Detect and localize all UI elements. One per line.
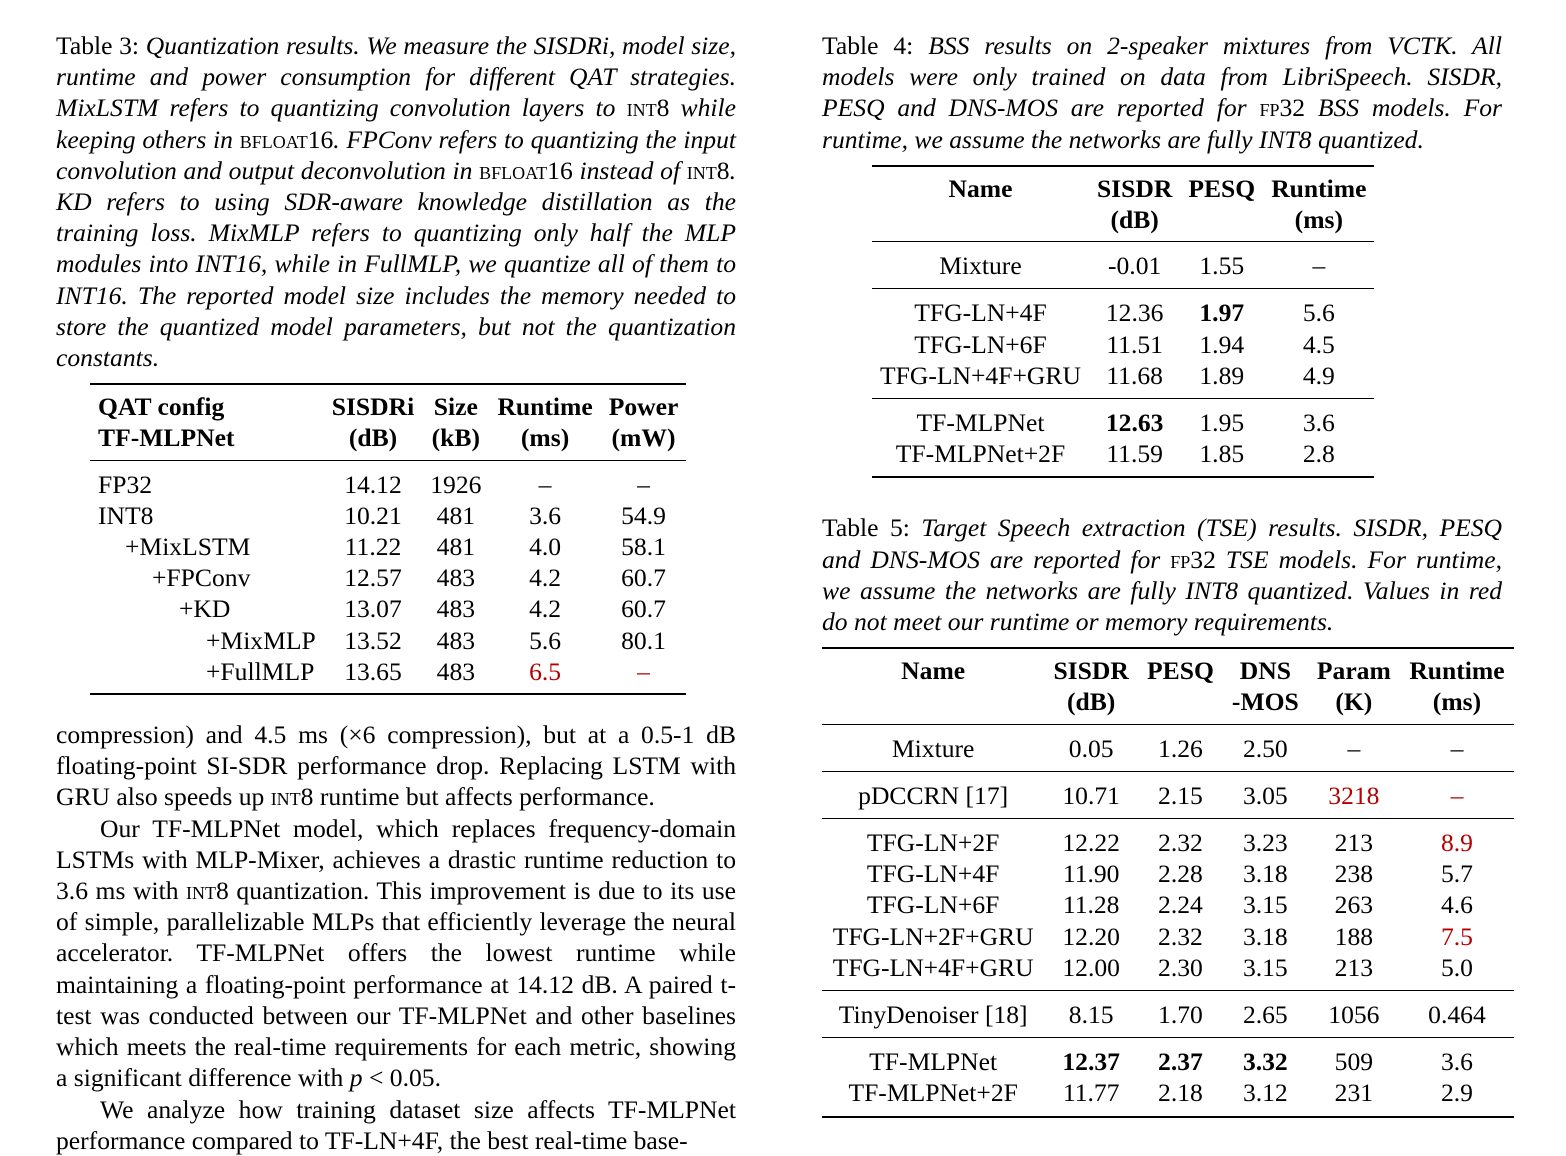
table-cell: 5.6 — [529, 625, 562, 655]
small-caps-term: fp32 — [1259, 93, 1306, 123]
table3-quantization-results — [90, 383, 686, 695]
table-cell: 12.00 — [1062, 952, 1120, 982]
table-cell: 213 — [1334, 828, 1374, 858]
body-paragraph — [56, 1094, 736, 1156]
column-header: (K) — [1335, 687, 1373, 717]
table-cell: 1.97 — [1199, 298, 1245, 328]
table-cell: 2.37 — [1158, 1047, 1203, 1077]
table4-caption-text — [822, 31, 1502, 154]
small-caps-term: fp32 — [1170, 544, 1216, 574]
table-cell: 60.7 — [621, 594, 666, 624]
column-header: (dB) — [1110, 205, 1159, 235]
table-cell: 3.18 — [1242, 921, 1288, 951]
table-row — [90, 562, 686, 593]
table-cell: 2.32 — [1158, 921, 1203, 951]
table3-label: Table 3: — [56, 31, 140, 60]
table-row — [90, 625, 686, 656]
table-row — [822, 858, 1514, 889]
table-cell: 3.32 — [1242, 1047, 1288, 1077]
small-caps-term: bfloat16 — [479, 155, 573, 185]
table-cell: 0.05 — [1068, 733, 1114, 763]
table-cell: 509 — [1334, 1047, 1374, 1077]
table-cell: 11.22 — [344, 532, 402, 562]
table-cell: 4.2 — [529, 563, 562, 593]
small-caps-term: int8 — [686, 155, 730, 185]
column-header — [822, 686, 1044, 724]
table-cell: TFG-LN+4F+GRU — [880, 360, 1081, 390]
left-column — [56, 30, 736, 1156]
table-cell: TinyDenoiser [18] — [838, 1000, 1028, 1030]
column-header: Runtime — [497, 392, 593, 422]
table-cell: 12.36 — [1105, 298, 1164, 328]
table-row — [872, 329, 1374, 360]
column-header: PESQ — [1188, 173, 1256, 203]
table-cell: 3.23 — [1242, 828, 1288, 858]
table-cell: 11.77 — [1062, 1078, 1120, 1108]
table-row — [822, 1038, 1514, 1078]
table-cell: 483 — [436, 625, 476, 655]
table-cell: 80.1 — [621, 625, 666, 655]
table-cell: 1.55 — [1199, 251, 1245, 281]
table-cell: TF-MLPNet+2F — [895, 439, 1066, 469]
table-cell: TFG-LN+6F — [866, 890, 1000, 920]
table3-caption-text — [56, 31, 736, 372]
table-cell: 11.68 — [1106, 360, 1163, 390]
table5-tse-results — [822, 647, 1514, 1117]
text-run: BSS results on 2-speaker mixtures from VCTK. All models were only trained on data from LibriSpeech. SISDR, PESQ and DNS-MOS are reported for — [822, 31, 1503, 123]
table4-body — [872, 242, 1374, 478]
table-cell: 4.9 — [1302, 360, 1335, 390]
table-cell: -0.01 — [1107, 251, 1162, 281]
column-header: Runtime — [1271, 173, 1367, 203]
text-run: quantization. This improvement is due to its use of simple, parallelizable MLPs that efficiently leverage the neural accelerator. TF-MLPNet offers the lowest runtime while maintaining a floating-point performance at 14.12 dB. A paired t-test was conducted between our TF-MLPNet and other baselines which meets the real-time requirements for each metric, showing a significant difference with — [56, 876, 736, 1093]
column-header: (ms) — [1432, 687, 1482, 717]
text-run: Target Speech extraction (TSE) results. SISDR, PESQ and DNS-MOS are reported for — [822, 513, 1502, 574]
table-cell: 263 — [1334, 890, 1374, 920]
text-run: . FPConv refers to quantizing the input convolution and output deconvolution in — [56, 124, 737, 185]
text-run: while keeping others in — [56, 93, 736, 154]
small-caps-term: int8 — [186, 876, 229, 906]
column-header: (kB) — [431, 423, 481, 453]
column-header: QAT config — [98, 392, 225, 422]
header-row — [90, 422, 686, 460]
table-cell: TFG-LN+4F+GRU — [832, 952, 1034, 982]
table-cell: – — [1347, 733, 1361, 763]
table-row — [90, 656, 686, 694]
table4-caption — [822, 30, 1502, 155]
table-row — [822, 952, 1514, 991]
table-cell: 11.28 — [1062, 890, 1120, 920]
table-cell: pDCCRN [17] — [858, 780, 1009, 810]
table-cell: 1.95 — [1199, 408, 1245, 438]
table-row — [822, 991, 1514, 1038]
table-cell: +KD — [179, 594, 231, 624]
body-text — [56, 719, 736, 1156]
table-cell: TF-MLPNet — [869, 1047, 998, 1077]
column-header — [1138, 686, 1223, 724]
table-cell: 3.6 — [1440, 1047, 1473, 1077]
table-cell: 2.28 — [1158, 859, 1203, 889]
table-cell: 5.6 — [1302, 298, 1335, 328]
table-cell: 5.0 — [1440, 952, 1473, 982]
table-cell: 13.65 — [344, 656, 402, 686]
table-cell: 3218 — [1328, 780, 1380, 810]
column-header: Size — [433, 392, 478, 422]
table5-caption-text — [822, 513, 1502, 636]
table-row — [90, 500, 686, 531]
table-cell: 3.6 — [529, 500, 562, 530]
table-cell: 213 — [1334, 952, 1374, 982]
table-cell: 10.21 — [344, 500, 402, 530]
table-row — [872, 399, 1374, 439]
table-cell: 12.22 — [1062, 828, 1120, 858]
table-row — [822, 819, 1514, 859]
table-cell: 11.51 — [1106, 329, 1163, 359]
header-row — [872, 166, 1374, 204]
table4-header — [872, 166, 1374, 242]
table-cell: 3.6 — [1302, 408, 1335, 438]
column-header: PESQ — [1147, 656, 1214, 686]
table-cell: Mixture — [891, 733, 975, 763]
right-column — [822, 30, 1505, 1118]
column-header: (ms) — [520, 423, 570, 453]
text-run: We analyze how training dataset size affects TF-MLPNet performance compared to TF-LN+4F, the best real-time base- — [56, 1094, 736, 1155]
table-cell: – — [1450, 780, 1464, 810]
table-cell: 4.5 — [1302, 329, 1335, 359]
table-row — [822, 771, 1514, 818]
table-cell: 5.7 — [1440, 859, 1473, 889]
table-cell: 2.30 — [1158, 952, 1203, 982]
table5-header — [822, 648, 1514, 724]
text-run: compression) and 4.5 ms (×6 compression), but at a 0.5-1 dB floating-point SI-SDR performance drop. Replacing LSTM with GRU also speeds up — [56, 720, 736, 812]
table-cell: 188 — [1334, 921, 1374, 951]
table-cell: 2.9 — [1440, 1078, 1473, 1108]
table-cell: 14.12 — [344, 469, 402, 499]
column-header: Param — [1316, 656, 1391, 686]
table4-label: Table 4: — [822, 31, 914, 60]
table5-body — [822, 724, 1514, 1117]
table-cell: – — [1312, 251, 1326, 281]
column-header: (dB) — [1066, 687, 1116, 717]
column-header: SISDR — [1053, 656, 1129, 686]
column-header: Runtime — [1409, 656, 1505, 686]
table-cell: TFG-LN+2F+GRU — [832, 921, 1034, 951]
small-caps-term: bfloat16 — [239, 124, 334, 154]
body-paragraph — [56, 813, 736, 1094]
table-cell: – — [637, 469, 650, 499]
table-row — [872, 360, 1374, 399]
table-cell: 1926 — [430, 469, 482, 499]
table-cell: 60.7 — [621, 563, 666, 593]
table-cell: 238 — [1334, 859, 1374, 889]
table-row — [90, 593, 686, 624]
table-cell: 1.70 — [1158, 1000, 1203, 1030]
table-cell: 3.12 — [1242, 1078, 1288, 1108]
table-cell: 3.15 — [1242, 952, 1288, 982]
table-cell: 2.8 — [1302, 439, 1335, 469]
table3-caption — [56, 30, 736, 373]
table-cell: 2.32 — [1158, 828, 1203, 858]
text-run: < 0.05. — [362, 1063, 441, 1093]
table-cell: 231 — [1334, 1078, 1374, 1108]
table-cell: +MixMLP — [206, 625, 316, 655]
column-header: Power — [608, 392, 679, 422]
column-header: TF-MLPNet — [98, 423, 235, 453]
table3-header — [90, 384, 686, 460]
text-run: Our TF-MLPNet model, which replaces frequency-domain LSTMs with MLP-Mixer, achieves a drastic runtime reduction to 3.6 ms with — [56, 813, 736, 906]
table-cell: 0.464 — [1428, 1000, 1486, 1030]
table-cell: 2.50 — [1242, 733, 1288, 763]
table-cell: TFG-LN+2F — [866, 828, 1000, 858]
header-row — [822, 648, 1514, 686]
table-cell: 481 — [436, 500, 476, 530]
table-cell: 1.85 — [1199, 439, 1245, 469]
column-header: SISDRi — [331, 392, 415, 422]
table-cell: 8.15 — [1068, 1000, 1114, 1030]
math-var: p — [349, 1063, 363, 1093]
table5-caption — [822, 512, 1502, 637]
table-row — [822, 1077, 1514, 1116]
table-cell: +FPConv — [152, 563, 251, 593]
table-cell: 54.9 — [621, 500, 666, 530]
table-row — [90, 531, 686, 562]
column-header: SISDR — [1096, 173, 1173, 203]
text-run: . KD refers to using SDR-aware knowledge distillation as the training loss. MixMLP refers to quantizing only half the MLP modules into INT16, while in FullMLP, we quantize all of them to INT16. The reported model size includes the memory needed to store the quantized model parameters, but not the quantization constants. — [56, 155, 736, 373]
column-header — [872, 204, 1089, 242]
table-cell: 2.65 — [1242, 1000, 1288, 1030]
column-header: (dB) — [348, 423, 398, 453]
table-cell: 58.1 — [621, 532, 666, 562]
header-row — [822, 686, 1514, 724]
table-cell: TF-MLPNet+2F — [848, 1078, 1018, 1108]
text-run: instead of — [572, 155, 687, 185]
table-cell: 2.24 — [1158, 890, 1203, 920]
table-cell: 483 — [436, 656, 476, 686]
table-cell: 7.5 — [1440, 921, 1473, 951]
table-row — [822, 921, 1514, 952]
table-cell: INT8 — [98, 500, 154, 530]
table-cell: 1.89 — [1199, 360, 1245, 390]
table-cell: TFG-LN+4F — [914, 298, 1047, 328]
column-header: (ms) — [1294, 205, 1343, 235]
column-header: DNS — [1239, 656, 1291, 686]
column-header: Name — [901, 656, 966, 686]
table-cell: – — [1450, 733, 1464, 763]
table-row — [822, 724, 1514, 771]
header-row — [872, 204, 1374, 242]
table-cell: 12.63 — [1105, 408, 1164, 438]
text-run: TSE models. For runtime, we assume the networks are fully INT8 quantized. Values in red do not meet our runtime or memory requirements. — [822, 544, 1502, 637]
table-cell: – — [637, 656, 650, 686]
table-cell: 12.20 — [1062, 921, 1120, 951]
text-run: BSS models. For runtime, we assume the networks are fully INT8 quantized. — [822, 93, 1502, 154]
table-cell: 481 — [436, 532, 476, 562]
small-caps-term: int8 — [270, 782, 314, 812]
text-run: Quantization results. We measure the SISDRi, model size, runtime and power consumption for different QAT strategies. MixLSTM refers to quantizing convolution layers to — [56, 31, 737, 123]
table-cell: TF-MLPNet — [916, 408, 1045, 438]
table-cell: 1056 — [1328, 1000, 1380, 1030]
table-cell: 13.07 — [344, 594, 402, 624]
table-cell: 2.15 — [1158, 780, 1203, 810]
table-cell: 10.71 — [1062, 780, 1120, 810]
table-row — [90, 460, 686, 500]
table-cell: 483 — [436, 594, 476, 624]
table-cell: TFG-LN+6F — [914, 329, 1047, 359]
table-cell: 8.9 — [1440, 828, 1473, 858]
column-header: (mW) — [611, 423, 676, 453]
text-run: runtime but affects performance. — [313, 782, 655, 812]
table-cell: – — [538, 469, 552, 499]
table-cell: 4.6 — [1440, 890, 1473, 920]
table-cell: 2.18 — [1158, 1078, 1203, 1108]
table-cell: 3.18 — [1242, 859, 1288, 889]
table-cell: 11.90 — [1062, 859, 1120, 889]
column-header — [1180, 204, 1263, 242]
table-row — [872, 289, 1374, 329]
table-cell: 1.94 — [1199, 329, 1245, 359]
table-cell: Mixture — [939, 251, 1022, 281]
table-cell: TFG-LN+4F — [866, 859, 1000, 889]
table3-body — [90, 460, 686, 694]
body-paragraph — [56, 719, 736, 813]
table5-label: Table 5: — [822, 513, 910, 543]
table-cell: 3.05 — [1242, 780, 1288, 810]
table-row — [872, 242, 1374, 289]
table-cell: 3.15 — [1242, 890, 1288, 920]
table-cell: 6.5 — [529, 656, 562, 686]
table-cell: 1.26 — [1158, 733, 1203, 763]
table-cell: 11.59 — [1106, 439, 1163, 469]
table4-bss-results — [872, 165, 1374, 479]
table-cell: 4.2 — [529, 594, 562, 624]
table-cell: +MixLSTM — [125, 532, 251, 562]
table-cell: 12.57 — [344, 563, 402, 593]
table-cell: 483 — [436, 563, 476, 593]
table-cell: 13.52 — [344, 625, 402, 655]
table-cell: +FullMLP — [206, 656, 315, 686]
table-cell: 12.37 — [1062, 1047, 1120, 1077]
small-caps-term: int8 — [626, 93, 670, 123]
table-row — [872, 438, 1374, 477]
table-cell: FP32 — [98, 469, 153, 499]
table-cell: 4.0 — [529, 532, 562, 562]
header-row — [90, 384, 686, 422]
column-header: Name — [948, 173, 1013, 203]
table-row — [822, 889, 1514, 920]
column-header: -MOS — [1231, 687, 1299, 717]
